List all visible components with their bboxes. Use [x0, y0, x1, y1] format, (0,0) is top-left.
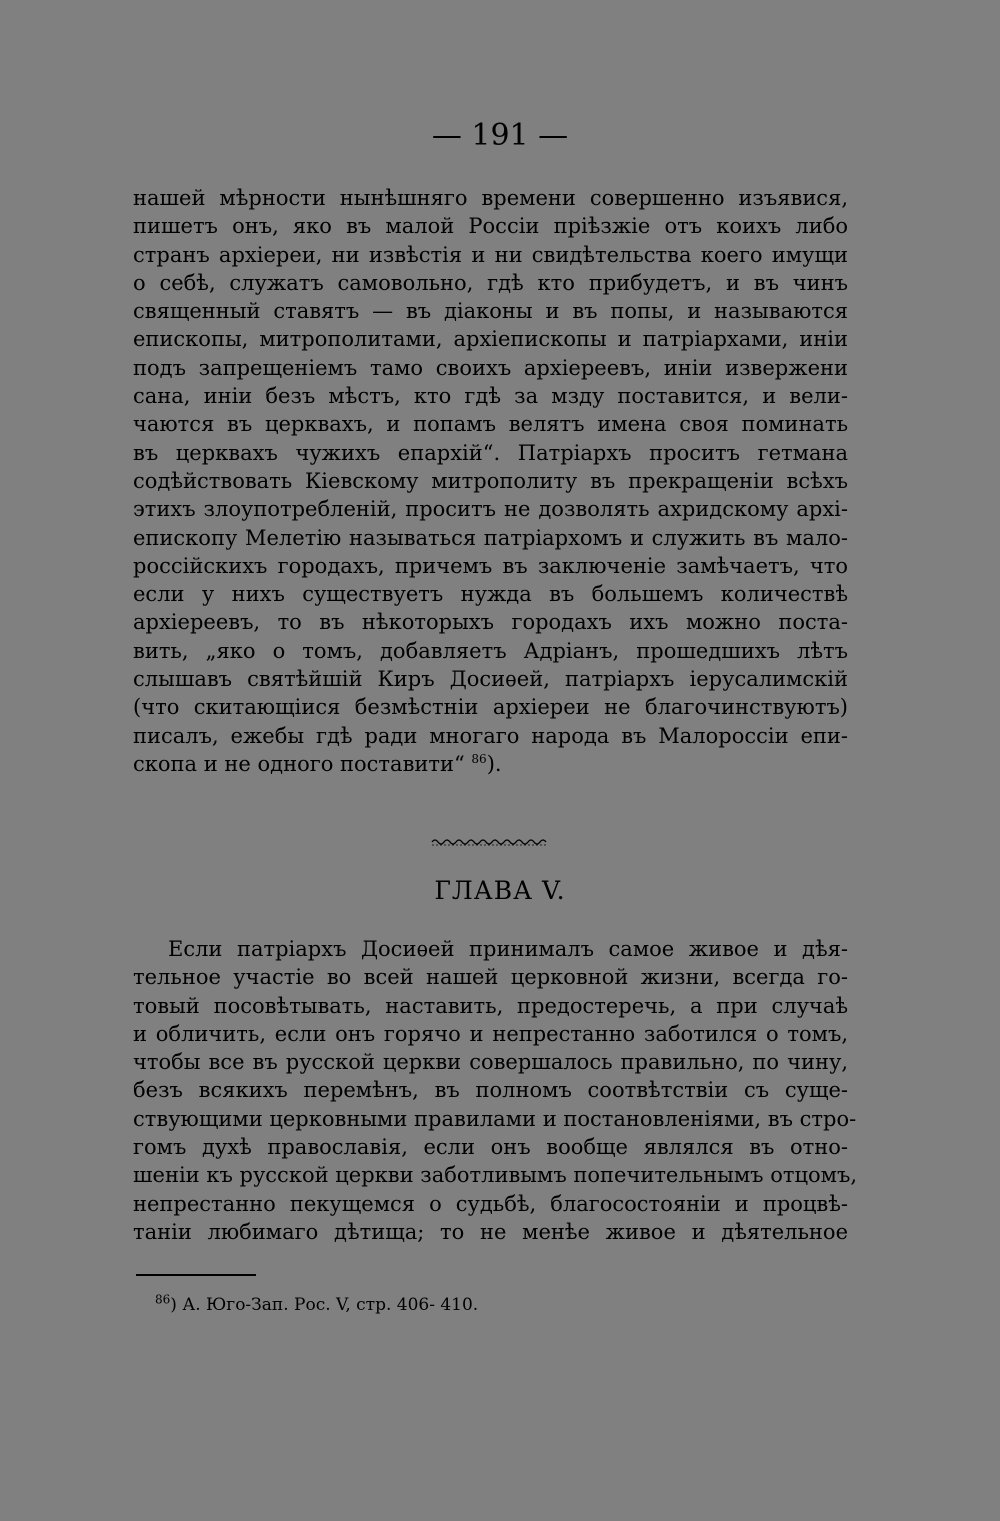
footnote-reference: 86 [471, 751, 487, 766]
text-line: товый посовѣтывать, наставить, предостеречь, а при случаѣ [133, 993, 848, 1018]
text-line: шеніи къ русской церкви заботливымъ попечительнымъ отцомъ, [133, 1163, 857, 1188]
text-line: (что скитающіися безмѣстніи архіереи не благочинствуютъ) [133, 695, 848, 720]
text-line: вить, „яко о томъ, добавляетъ Адріанъ, прошедшихъ лѣтъ [133, 638, 848, 663]
text-line: чаются въ церквахъ, и попамъ велятъ имена своя поминать [133, 412, 848, 437]
footnote-number: 86 [155, 1292, 171, 1307]
text-line: непрестанно пекущемся о судьбѣ, благосостояніи и процвѣ- [133, 1191, 848, 1216]
text-line: россійскихъ городахъ, причемъ въ заключеніе замѣчаетъ, что [133, 553, 848, 578]
text-line: сана, иніи безъ мѣстъ, кто гдѣ за мзду поставится, и вели- [133, 384, 848, 409]
text-line: гомъ духѣ православія, если онъ вообще являлся въ отно- [133, 1135, 848, 1160]
footnote [155, 1293, 478, 1317]
text-line: подъ запрещеніемъ тамо своихъ архіереевъ, иніи извержени [133, 355, 848, 380]
text-line: тельное участіе во всей нашей церковной жизни, всегда го- [133, 965, 848, 990]
text-line: таніи любимаго дѣтища; то не менѣе живое и дѣятельное [133, 1219, 848, 1244]
last-line-text: скопа и не одного поставити“ [133, 751, 472, 776]
paragraph-1 [133, 184, 848, 778]
text-line: въ церквахъ чужихъ епархій“. Патріархъ проситъ гетмана [133, 440, 848, 465]
text-line: пишетъ онъ, яко въ малой Россіи пріѣзжіе отъ коихъ либо [133, 214, 848, 239]
text-line: епископы, митрополитами, архіепископы и патріархами, иніи [133, 327, 848, 352]
paragraph-2 [133, 935, 857, 1246]
footnote-text: ) А. Юго-Зап. Рос. V, стр. 406- 410. [170, 1295, 479, 1315]
text-line: странъ архіереи, ни извѣстія и ни свидѣтельства коего имущи [133, 242, 848, 267]
text-line: содѣйствовать Кіевскому митрополиту въ прекращеніи всѣхъ [133, 468, 848, 493]
text-line: этихъ злоупотребленій, проситъ не дозволять ахридскому архі- [133, 497, 848, 522]
text-line: писалъ, ежебы гдѣ ради многаго народа въ Малороссіи епи- [133, 723, 848, 748]
footnote-rule [136, 1274, 256, 1276]
text-line: Если патріархъ Досиѳей принималъ самое живое и дѣя- [168, 937, 848, 961]
text-line: епископу Мелетію называться патріархомъ и служить въ мало- [133, 525, 848, 550]
text-line: нашей мѣрности нынѣшняго времени совершенно изъявися, [133, 186, 848, 210]
chapter-heading: ГЛАВА V. [434, 876, 566, 905]
text-line: о себѣ, служатъ самовольно, гдѣ кто прибудетъ, и въ чинъ [133, 270, 848, 295]
text-line-last [133, 750, 848, 778]
text-line: слышавъ святѣйшій Киръ Досиѳей, патріархъ іерусалимскій [133, 667, 848, 692]
ornament-divider [430, 836, 550, 848]
last-line-end: ). [486, 751, 502, 776]
text-line: если у нихъ существуетъ нужда въ большемъ количествѣ [133, 582, 848, 607]
text-line: безъ всякихъ перемѣнъ, въ полномъ соотвѣтствіи съ суще- [133, 1078, 848, 1103]
text-line: чтобы все въ русской церкви совершалось правильно, по чину, [133, 1050, 848, 1075]
text-line: ствующими церковными правилами и постановленіями, въ стро- [133, 1106, 857, 1131]
text-line: священный ставятъ — въ діаконы и въ попы, и называются [133, 299, 848, 324]
text-line: архіереевъ, то въ нѣкоторыхъ городахъ ихъ можно поста- [133, 610, 848, 635]
text-line: и обличить, если онъ горячо и непрестанно заботился о томъ, [133, 1021, 848, 1046]
page-number: — 191 — [431, 118, 569, 153]
